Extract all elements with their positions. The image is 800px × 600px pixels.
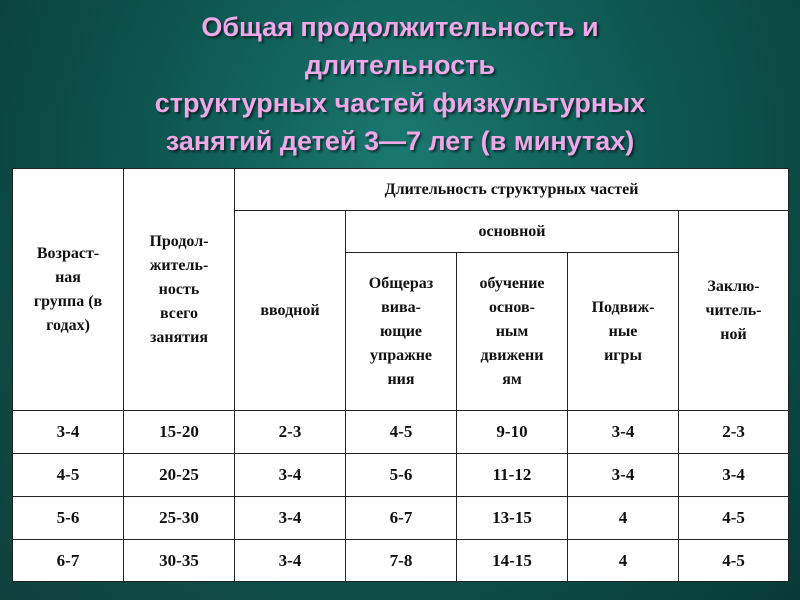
header-general-exercises: Общераз вива- ющие упражне ния <box>346 253 457 411</box>
header-outdoor-games: Подвиж- ные игры <box>568 253 679 411</box>
cell-total-duration: 15-20 <box>124 411 235 454</box>
cell-age-group: 6-7 <box>13 540 124 582</box>
cell-intro: 3-4 <box>235 454 346 497</box>
duration-table <box>12 168 789 582</box>
cell-general-exercises: 4-5 <box>346 411 457 454</box>
cell-total-duration: 20-25 <box>124 454 235 497</box>
table-row <box>13 454 789 497</box>
cell-general-exercises: 5-6 <box>346 454 457 497</box>
cell-basic-movements: 9-10 <box>457 411 568 454</box>
header-age-group: Возраст- ная группа (в годах) <box>13 169 124 411</box>
duration-table-container <box>12 168 788 581</box>
cell-age-group: 5-6 <box>13 497 124 540</box>
cell-general-exercises: 7-8 <box>346 540 457 582</box>
cell-final: 2-3 <box>679 411 789 454</box>
header-intro: вводной <box>235 211 346 411</box>
cell-outdoor-games: 4 <box>568 540 679 582</box>
cell-age-group: 3-4 <box>13 411 124 454</box>
cell-age-group: 4-5 <box>13 454 124 497</box>
cell-final: 4-5 <box>679 497 789 540</box>
table-row <box>13 497 789 540</box>
header-final: Заклю- читель- ной <box>679 211 789 411</box>
cell-intro: 3-4 <box>235 497 346 540</box>
title-line: Общая продолжительность и <box>201 12 599 42</box>
table-row <box>13 540 789 582</box>
cell-general-exercises: 6-7 <box>346 497 457 540</box>
title-line: длительность <box>304 50 496 80</box>
cell-basic-movements: 13-15 <box>457 497 568 540</box>
cell-intro: 3-4 <box>235 540 346 582</box>
slide-title <box>0 8 800 160</box>
table-row <box>13 411 789 454</box>
header-total-duration: Продол- житель- ность всего занятия <box>124 169 235 411</box>
title-line: структурных частей физкультурных <box>154 88 646 118</box>
cell-final: 3-4 <box>679 454 789 497</box>
cell-outdoor-games: 4 <box>568 497 679 540</box>
cell-outdoor-games: 3-4 <box>568 454 679 497</box>
header-main: основной <box>346 211 679 253</box>
cell-total-duration: 25-30 <box>124 497 235 540</box>
cell-total-duration: 30-35 <box>124 540 235 582</box>
cell-intro: 2-3 <box>235 411 346 454</box>
cell-basic-movements: 14-15 <box>457 540 568 582</box>
cell-final: 4-5 <box>679 540 789 582</box>
cell-outdoor-games: 3-4 <box>568 411 679 454</box>
header-basic-movements: обучение основ- ным движени ям <box>457 253 568 411</box>
header-structural-parts: Длительность структурных частей <box>235 169 789 211</box>
cell-basic-movements: 11-12 <box>457 454 568 497</box>
title-line: занятий детей 3—7 лет (в минутах) <box>165 126 635 156</box>
